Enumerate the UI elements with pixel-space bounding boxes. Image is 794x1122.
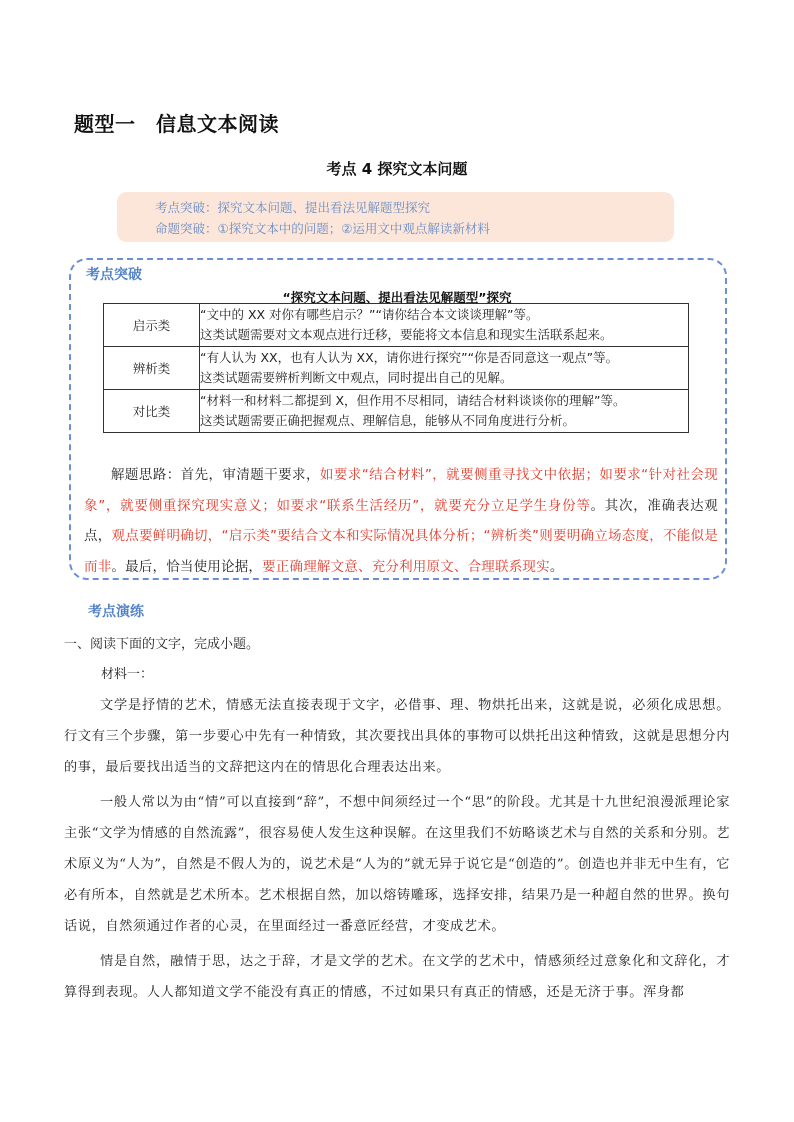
passage-paragraph: 情是自然，融情于思，达之于辞，才是文学的艺术。在文学的艺术中，情感须经过意象化和文辞化，才算得到表现。人人都知道文学不能没有真正的情感，不过如果只有真正的情感，还是无济于事。浑身都 — [64, 954, 730, 1000]
summary-line-1: 考点突破：探究文本问题、提出看法见解题型探究 — [155, 200, 431, 215]
strategy-text: 。 — [549, 558, 564, 575]
table-cell-category: 对比类 — [104, 390, 200, 433]
strategy-highlight: 如要求“结合材料”，就要侧重寻找文中依据；如要求“针对社会现象”，就要侧重探究现实意义；如要求“联系生活经历”，就要充分立足学生身份等 — [84, 467, 719, 514]
question-intro: 一、阅读下面的文字，完成小题。 — [64, 637, 260, 652]
table-cell-description — [200, 304, 689, 347]
description-line: “有人认为 XX，也有人认为 XX，请你进行探究”“你是否同意这一观点”等。 — [200, 350, 619, 365]
practice-heading: 考点演练 — [88, 604, 144, 620]
table-cell-category: 辨析类 — [104, 347, 200, 390]
description-line: 这类试题需要对文本观点进行迁移，要能将文本信息和现实生活联系起来。 — [200, 327, 613, 342]
description-line: 这类试题需要正确把握观点、理解信息，能够从不同角度进行分析。 — [200, 413, 576, 428]
strategy-highlight: 观点要鲜明确切，“启示类”要结合文本和实际情况具体分析；“辨析类”则要明确立场态度，不能似是而非 — [84, 528, 718, 575]
strategy-text: 。其次，准确表达观点， — [84, 497, 718, 544]
description-line: “文中的 XX 对你有哪些启示？”“请你结合本文谈谈理解”等。 — [200, 307, 539, 322]
table-cell-category: 启示类 — [104, 304, 200, 347]
breakthrough-heading: 考点突破 — [86, 267, 142, 283]
solving-strategy — [84, 460, 718, 582]
table-cell-description — [200, 390, 689, 433]
summary-line-2: 命题突破：①探究文本中的问题；②运用文中观点解读新材料 — [155, 221, 490, 236]
table-row — [104, 347, 689, 390]
section-title: 题型一 信息文本阅读 — [74, 112, 279, 136]
table-row — [104, 304, 689, 347]
strategy-highlight: 要正确理解文意、充分利用原文、合理联系现实 — [262, 558, 550, 575]
table-caption: “探究文本问题、提出看法见解题型”探究 — [282, 290, 512, 305]
summary-box — [117, 192, 674, 242]
strategy-text: 。最后，恰当使用论据， — [111, 558, 263, 575]
description-line: 这类试题需要辨析判断文中观点，同时提出自己的见解。 — [200, 370, 513, 385]
point-title: 考点 4 探究文本问题 — [326, 160, 468, 178]
passage-paragraph: 文学是抒情的艺术，情感无法直接表现于文字，必借事、理、物烘托出来，这就是说，必须化成思想。行文有三个步骤，第一步要心中先有一种情致，其次要找出具体的事物可以烘托出这种情致，这就是思想分内的事，最后要找出适当的文辞把这内在的情思化合理表达出来。 — [64, 698, 730, 775]
passage-paragraph: 一般人常以为由“情”可以直接到“辞”，不想中间须经过一个“思”的阶段。尤其是十九世纪浪漫派理论家主张“文学为情感的自然流露”，很容易使人发生这种误解。在这里我们不妨略谈艺术与自然的关系和分别。艺术原义为“人为”，自然是不假人为的，说艺术是“人为的”就无异于说它是“创造的”。创造也并非无中生有，它必有所本，自然就是艺术所本。艺术根据自然，加以熔铸雕琢，选择安排，结果乃是一种超自然的世界。换句话说，自然须通过作者的心灵，在里面经过一番意匠经营，才变成艺术。 — [64, 795, 730, 934]
table-cell-description — [200, 347, 689, 390]
strategy-text: 解题思路：首先，审清题干要求， — [111, 467, 320, 483]
description-line: “材料一和材料二都提到 X，但作用不尽相同，请结合材料谈谈你的理解”等。 — [200, 393, 626, 408]
table-row — [104, 390, 689, 433]
question-type-table — [103, 303, 689, 433]
material-label: 材料一： — [101, 667, 154, 682]
